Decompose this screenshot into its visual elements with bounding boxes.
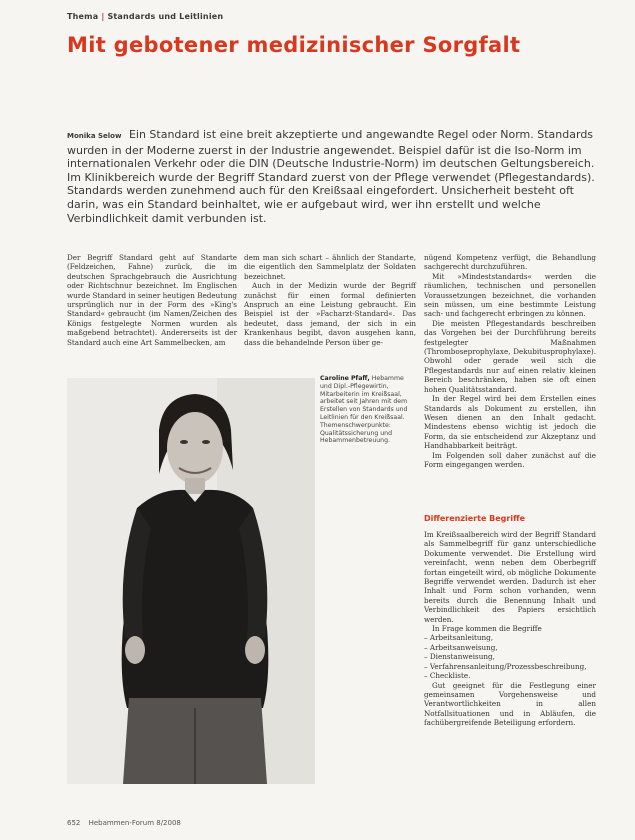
- section-subheading: Differenzierte Begriffe: [424, 514, 526, 523]
- col1-paragraph-1: Der Begriff Standard geht auf Standarte (Feldzeichen, Fahne) zurück, die im deutschen Sprachgebrauch die Ausrichtung oder Richtschnur bezeichnet. Im Englischen wurde Standard in seiner heutigen Bedeutung ursprünglich nur in der Form des »King's Standard« gebraucht (im Namen/Zeichen des Königs festgelegte Normen wurden als maßgebend betrachtet). Andererseits ist der Standard auch eine Art Sammelbecken, am: [67, 253, 237, 347]
- column-2: [244, 253, 416, 347]
- article-title: Mit gebotener medizinischer Sorgfalt: [67, 33, 521, 57]
- col3-paragraph-2: Mit »Mindeststandards« werden die räumlichen, technischen und personellen Voraussetzungen bezeichnet, die vorhanden sein müssen, um eine bestimmte Leistung sach- und fachgerecht erbringen zu können.: [424, 271, 596, 319]
- col3-paragraph-4: In der Regel wird bei dem Erstellen eines Standards als Dokument zu erstellen, ihn Wesen dienen an den Inhalt gedacht. Mindestens ebenso wichtig ist jedoch die Form, da sie entscheidend zur Akzeptanz und Handhabbarkeit beiträgt.: [424, 394, 596, 451]
- list-item: – Checkliste.: [424, 671, 596, 680]
- kicker-topic: Standards und Leitlinien: [107, 12, 224, 21]
- term-list: [424, 633, 596, 680]
- portrait-illustration: [67, 378, 315, 784]
- page-footer: [67, 819, 181, 827]
- column-3: [424, 253, 596, 469]
- caption-name: Caroline Pfaff,: [320, 375, 370, 382]
- list-item: – Arbeitsanleitung,: [424, 633, 596, 642]
- col2-paragraph-1: dem man sich schart – ähnlich der Standarte, die eigentlich den Sammelplatz der Soldaten bezeichnet.: [244, 253, 416, 281]
- lead-text: Ein Standard ist eine breit akzeptierte und angewandte Regel oder Norm. Standards wurden in der Moderne zuerst in der Industrie angewendet. Beispiel dafür ist die Iso-Norm im internationalen Verkehr oder die DIN (Deutsche Industrie-Norm) im deutschen Geltungsbereich. Im Klinikbereich wurde der Begriff Standard zuerst von der Pflege verwendet (Pflegestandards). Standards werden zunehmend auch für den Kreißsaal eingefordert. Unsicherheit besteht oft darin, was ein Standard beinhaltet, wie er aufgebaut wird, wer ihn erstellt und welche Verbindlichkeit damit verbunden ist.: [67, 128, 595, 225]
- kicker-separator: |: [101, 12, 105, 21]
- list-item: – Verfahrensanleitung/Prozessbeschreibung,: [424, 662, 596, 671]
- list-item: – Arbeitsanweisung,: [424, 643, 596, 652]
- lead-paragraph: [67, 128, 607, 225]
- col3b-paragraph-2: In Frage kommen die Begriffe: [432, 624, 542, 634]
- col3b-paragraph-1: Im Kreißsaalbereich wird der Begriff Standard als Sammelbegriff für ganz unterschiedliche Dokumente verwendet. Die Erstellung wird vereinfacht, wenn neben dem Oberbegriff fortan eingeteilt wird, ob mögliche Dokumente Begriffe verwendet werden. Dadurch ist eher Inhalt und Form schon vorhanden, wenn bereits durch die Benennung Inhalt und Verbindlichkeit des Papiers ersichtlich werden.: [424, 530, 596, 624]
- col3-paragraph-3: Die meisten Pflegestandards beschreiben das Vorgehen bei der Durchführung bereits festgelegter Maßnahmen (Thromboseprophylaxe, Dekubitusprophylaxe). Obwohl oder gerade weil sich die Pflegestandards nur auf einen relativ kleinen Bereich beschränken, haben sie oft einen hohen Qualitätsstandard.: [424, 318, 596, 394]
- col3-paragraph-5: Im Folgenden soll daher zunächst auf die Form eingegangen werden.: [424, 450, 596, 469]
- portrait-photo: [67, 378, 315, 784]
- kicker: [67, 12, 223, 21]
- kicker-section: Thema: [67, 12, 99, 21]
- col3b-paragraph-3: Gut geeignet für die Festlegung einer gemeinsamen Vorgehensweise und Verantwortlichkeiten in allen Notfallsituationen und in Abläufen, die fachübergreifende Beteiligung erfordern.: [424, 680, 596, 728]
- caption-text: Hebamme und Dipl.-Pflegewirtin, Mitarbeiterin im Kreißsaal, arbeitet seit Jahren mit dem Erstellen von Standards und Leitlinien für den Kreißsaal. Themenschwerpunkte: Qualitätssicherung und Hebammenbetreuung.: [320, 375, 408, 445]
- page-number: 652: [67, 819, 81, 827]
- publication-name: Hebammen-Forum 8/2008: [88, 819, 181, 827]
- photo-caption: [320, 375, 415, 445]
- author-name: Monika Selow: [67, 132, 122, 140]
- column-3-continued: [424, 530, 596, 728]
- list-item: – Dienstanweisung,: [424, 652, 596, 661]
- column-1: [67, 253, 237, 347]
- col3-paragraph-1: nügend Kompetenz verfügt, die Behandlung sachgerecht durchzuführen.: [424, 253, 596, 272]
- col2-paragraph-2: Auch in der Medizin wurde der Begriff zunächst für einen formal definierten Anspruch an eine Leistung gebraucht. Ein Beispiel ist der »Facharzt-Standard«. Das bedeutet, dass jemand, der sich in ein Krankenhaus begibt, davon ausgehen kann, dass die behandelnde Person über ge-: [244, 281, 416, 347]
